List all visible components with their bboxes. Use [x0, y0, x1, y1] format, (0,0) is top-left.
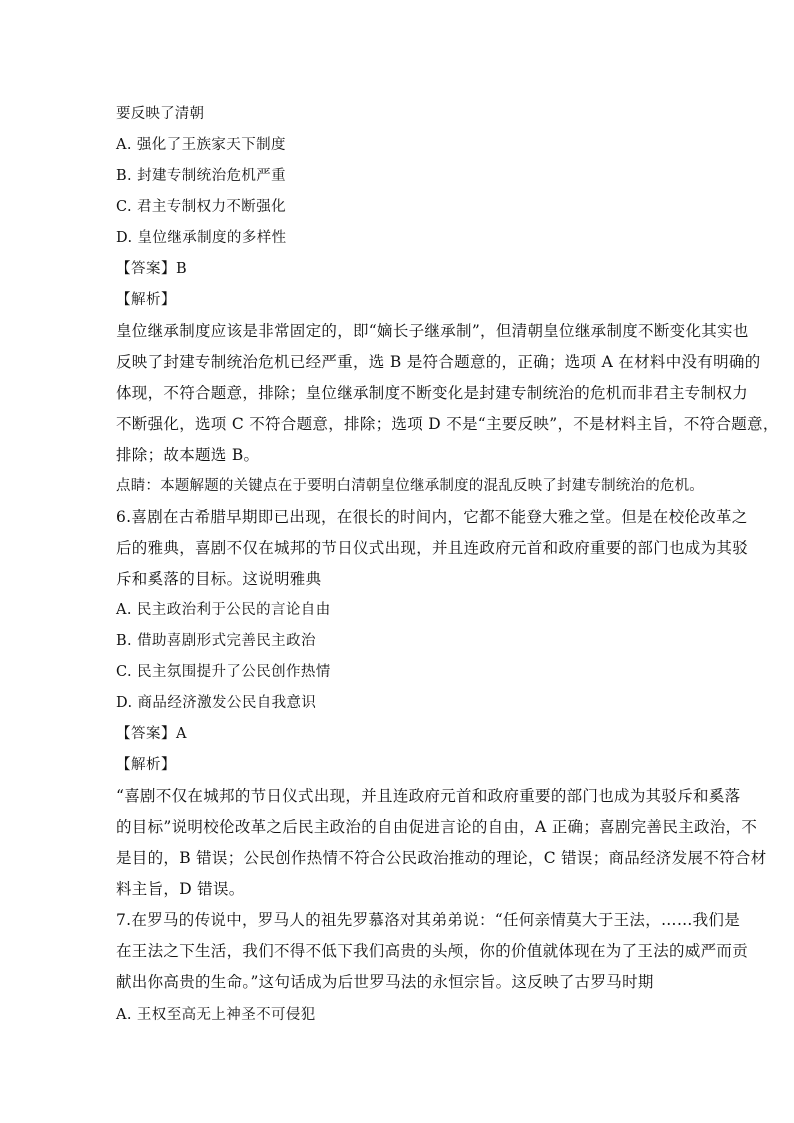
- q5-tip: 点睛：本题解题的关键点在于要明白清朝皇位继承制度的混乱反映了封建专制统治的危机。: [116, 478, 704, 494]
- q7-stem-line-2: 在王法之下生活，我们不得不低下我们高贵的头颅，你的价值就体现在为了王法的威严而贡: [116, 942, 749, 960]
- q5-stem-end: 要反映了清朝: [116, 106, 205, 122]
- q6-analysis-label: 【解析】: [116, 757, 176, 773]
- q7-option-a: A. 王权至高无上神圣不可侵犯: [116, 1007, 316, 1023]
- q6-option-c: C. 民主氛围提升了公民创作热情: [116, 664, 331, 680]
- q5-analysis-line-3: 体现，不符合题意，排除；皇位继承制度不断变化是封建专制统治的危机而非君主专制权力: [116, 384, 749, 402]
- q5-option-d: D. 皇位继承制度的多样性: [116, 230, 287, 246]
- q6-option-b: B. 借助喜剧形式完善民主政治: [116, 633, 316, 649]
- q5-analysis-line-5: 排除；故本题选 B。: [116, 446, 260, 464]
- q6-analysis-line-1: “喜剧不仅在城邦的节日仪式出现，并且连政府元首和政府重要的部门也成为其驳斥和奚落: [116, 787, 741, 805]
- q5-option-a: A. 强化了王族家天下制度: [116, 137, 286, 153]
- q6-option-d: D. 商品经济激发公民自我意识: [116, 695, 317, 711]
- q6-stem-line-2: 后的雅典，喜剧不仅在城邦的节日仪式出现，并且连政府元首和政府重要的部门也成为其驳: [116, 539, 749, 557]
- q6-analysis-line-2: 的目标”说明校伦改革之后民主政治的自由促进言论的自由，A 正确；喜剧完善民主政治，不: [116, 818, 758, 836]
- q5-analysis-line-4: 不断强化，选项 C 不符合题意，排除；选项 D 不是“主要反映”，不是材料主旨，不符合题意，: [116, 415, 779, 433]
- q5-analysis-label: 【解析】: [116, 292, 176, 308]
- q6-option-a: A. 民主政治利于公民的言论自由: [116, 602, 331, 618]
- q5-analysis-line-2: 反映了封建专制统治危机已经严重，选 B 是符合题意的，正确；选项 A 在材料中没有明确的: [116, 353, 761, 371]
- q7-stem-line-1: 7.在罗马的传说中，罗马人的祖先罗慕洛对其弟弟说：“任何亲情莫大于王法，……我们是: [116, 911, 741, 929]
- q6-analysis-line-3: 是目的，B 错误；公民创作热情不符合公民政治推动的理论，C 错误；商品经济发展不符合材: [116, 849, 767, 867]
- q5-option-b: B. 封建专制统治危机严重: [116, 168, 287, 184]
- q5-option-c: C. 君主专制权力不断强化: [116, 199, 286, 215]
- q6-analysis-line-4: 料主旨，D 错误。: [116, 880, 245, 898]
- q5-analysis-line-1: 皇位继承制度应该是非常固定的，即“嫡长子继承制”，但清朝皇位继承制度不断变化其实也: [116, 322, 749, 340]
- q7-stem-line-3: 献出你高贵的生命。”这句话成为后世罗马法的永恒宗旨。这反映了古罗马时期: [116, 973, 654, 991]
- q6-answer: 【答案】A: [116, 726, 187, 742]
- q6-stem-line-1: 6.喜剧在古希腊早期即已出现，在很长的时间内，它都不能登大雅之堂。但是在校伦改革之: [116, 508, 748, 526]
- q6-stem-line-3: 斥和奚落的目标。这说明雅典: [116, 570, 322, 588]
- q5-answer: 【答案】B: [116, 261, 188, 277]
